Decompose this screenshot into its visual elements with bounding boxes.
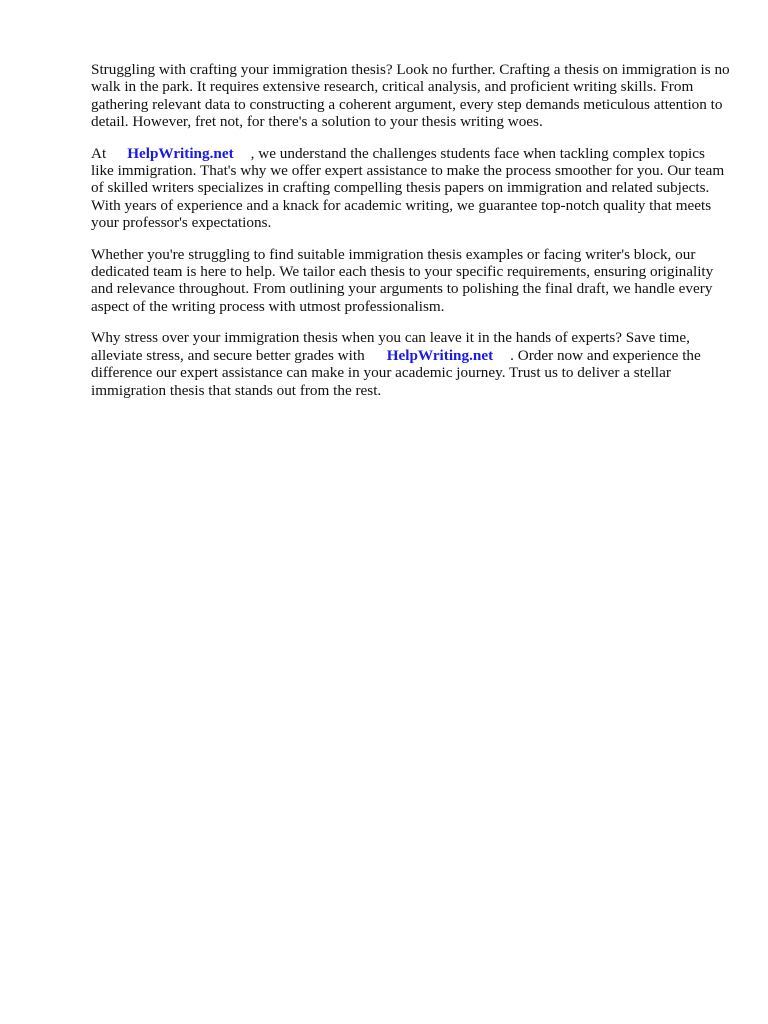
helpwriting-link[interactable]: HelpWriting.net bbox=[127, 144, 234, 162]
document-body bbox=[91, 61, 731, 413]
paragraph-cta-lead: Why stress over your immigration thesis when you can leave it in the hands of experts? Save time, alleviate stress, and secure better grades with bbox=[91, 329, 690, 364]
paragraph-help: Whether you're struggling to find suitable immigration thesis examples or facing writer's block, our dedicated team is here to help. We tailor each thesis to your specific requirements, ensuring originality and relevance throughout. From outlining your arguments to polishing the final draft, we handle every aspect of the writing process with utmost professionalism. bbox=[91, 245, 714, 315]
paragraph-intro: Struggling with crafting your immigration thesis? Look no further. Crafting a thesis on immigration is no walk in the park. It requires extensive research, critical analysis, and proficient writing skills. From gathering relevant data to constructing a coherent argument, every step demands meticulous attention to detail. However, fret not, for there's a solution to your thesis writing woes. bbox=[91, 61, 730, 131]
paragraph-cta-body: . Order now and experience the difference our expert assistance can make in your academic journey. Trust us to deliver a stellar immigration thesis that stands out from the rest. bbox=[91, 346, 701, 399]
helpwriting-link-cta[interactable]: HelpWriting.net bbox=[386, 346, 494, 364]
paragraph-about-body: , we understand the challenges students face when tackling complex topics like immigration. That's why we offer expert assistance to make the process smoother for you. Our team of skilled writers specializes in crafting compelling thesis papers on immigration and related subjects. With years of experience and a knack for academic writing, we guarantee top-notch quality that meets your professor's expectations. bbox=[91, 144, 725, 232]
paragraph-about-lead: At bbox=[91, 144, 107, 162]
paragraph-about bbox=[91, 145, 731, 232]
paragraph-cta bbox=[91, 329, 731, 399]
